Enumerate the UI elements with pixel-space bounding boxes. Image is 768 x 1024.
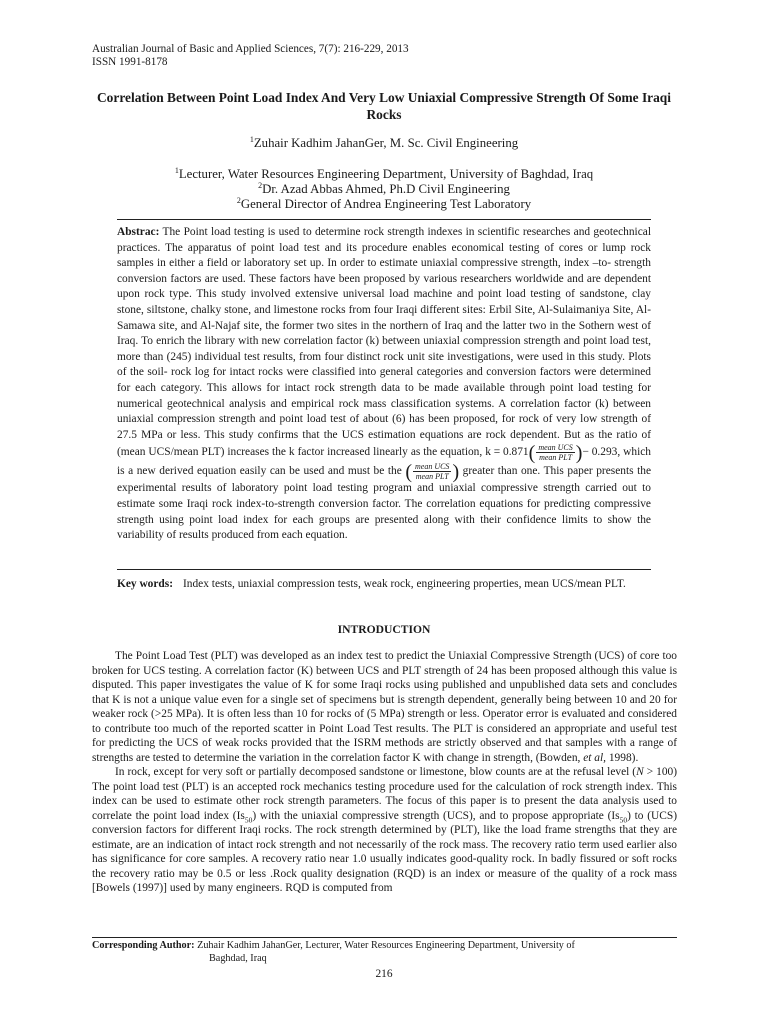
keywords-text: Index tests, uniaxial compression tests, weak rock, engineering properties, mean UCS/mean PLT.: [183, 578, 626, 590]
citation-italic: et al,: [583, 751, 607, 764]
equation-fraction: [536, 443, 574, 462]
page-number: 216: [375, 968, 393, 980]
keywords-label: Key words:: [117, 578, 173, 590]
section-heading-introduction: INTRODUCTION: [337, 623, 431, 636]
intro-paragraph-1: The Point Load Test (PLT) was developed as an index test to predict the Uniaxial Compressive Strength (UCS) of core too broken for UCS testing. A correlation factor (K) between UCS and PLT strength of 24 has been proposed although this value is disputed. This paper investigates the value of K for some Iraqi rocks using published and unpublished data sets and concludes that K is not a unique value even for a single set of specimens but is strength dependent, generally being between 10 and 20 for weaker rock (>25 MPa). It is often less than 10 for rocks of (5 MPa) strength or less. Operator error is evaluated and considered to contribute too much of the reported scatter in Point Load Test results. The PLT is considered an appropriate and useful test for predicting the UCS of weak rocks provided that the ISRM methods are strictly observed and that samples with a range of strengths are tested to determine the variation in the correlation factor K with change in strength, (Bowden, et al, 1998).: [92, 650, 677, 764]
ratio-numerator: mean UCS: [414, 462, 450, 472]
author-text: General Director of Andrea Engineering Test Laboratory: [240, 197, 532, 211]
corresponding-label: Corresponding Author:: [92, 940, 195, 951]
keywords: [117, 577, 651, 592]
journal-citation: Australian Journal of Basic and Applied Sciences, 7(7): 216-229, 2013: [92, 43, 409, 55]
equation-numerator: mean UCS: [538, 443, 573, 453]
affiliation-marker: 2: [258, 181, 263, 190]
corresponding-text: Zuhair Kadhim JahanGer, Lecturer, Water Resources Engineering Department, University of: [197, 940, 575, 951]
introduction-body: [92, 649, 677, 896]
affiliation-marker: 1: [249, 135, 254, 144]
equation-lhs: k = 0.871: [485, 446, 529, 459]
equation-denominator: mean PLT: [539, 453, 573, 463]
author-text: Dr. Azad Abbas Ahmed, Ph.D Civil Engineering: [262, 182, 510, 196]
author-line-4: [0, 196, 768, 212]
intro-paragraph-2: In rock, except for very soft or partially decomposed sandstone or limestone, blow counts are at the refusal level (N > 100) The point load test (PLT) is an accepted rock mechanics testing procedure used for the calculation of rock strength index. This index can be used to estimate other rock strength parameters. The focus of this paper is to present the data analysis used to correlate the point load index $(Is_{50})$ with the uniaxial compressive strength (UCS), and to propose appropriate $(Is_{50})$ to (UCS) conversion factors for different Iraqi rocks. The rock strength determined by (PLT), like the load frame strengths that they are estimate, are an indication of intact rock strength and not necessarily of the rock mass. The recovery ratio term used earlier also has significance for core samples. A recovery ratio near 1.0 usually indicates good-quality rock. In badly fissured or soft rocks the recovery ratio may be 0.5 or less .Rock quality designation (RQD) is an index or measure of the quality of a rock mass [Bowels (1997)] used by many engineers. RQD is computed from: [92, 766, 678, 894]
affiliation-marker: 2: [236, 196, 241, 205]
paper-title: Correlation Between Point Load Index And Very Low Uniaxial Compressive Strength Of Some Iraqi Rocks: [97, 90, 671, 122]
affiliation-marker: 1: [174, 166, 179, 175]
variable-N: N: [636, 766, 644, 778]
ratio-denominator: mean PLT: [415, 472, 449, 482]
journal-info: [92, 43, 409, 69]
abstract-top-rule: [117, 219, 651, 220]
corresponding-author: [92, 940, 677, 965]
author-text: Lecturer, Water Resources Engineering Department, University of Baghdad, Iraq: [178, 167, 594, 181]
corresponding-text-cont: Baghdad, Iraq: [209, 952, 267, 964]
ratio-fraction: [413, 462, 451, 481]
ratio-expression: ( $\frac{\text{mean UCS}}{\text{mean PLT}}$ ): [405, 460, 460, 483]
author-text: Zuhair Kadhim JahanGer, M. Sc. Civil Engineering: [253, 136, 519, 150]
abstract: [117, 225, 651, 544]
footnote-rule: [92, 937, 677, 938]
correlation-equation: k = 0.871 ( $\frac{\text{mean UCS}}{\text{mean PLT}}$ ) − 0.293,: [485, 441, 621, 464]
journal-issn: ISSN 1991-8178: [92, 56, 168, 68]
abstract-bottom-rule: [117, 569, 651, 570]
equation-rhs: − 0.293,: [582, 446, 621, 459]
abstract-label: Abstrac:: [117, 226, 160, 238]
author-line-3: [0, 181, 768, 197]
author-line-1: [0, 135, 768, 151]
abstract-text-1: The Point load testing is used to determine rock strength indexes in scientific researches and geotechnical practices. The apparatus of point load test and its procedure enables economical testing of cores or lump rock samples in either a field or laboratory set up. In order to estimate uniaxial compressive strength, index –to- strength conversion factors are used. These factors have been proposed by various researchers worldwide and are dependent upon rock type. This study involved extensive universal load machine and point load testing of sandstone, clay stone, siltstone, chalky stone, and limestone rocks from four Iraqi different sites: Erbil Site, Al-Sulaimaniya Site, Al-Samawa site, and Al-Najaf site, the former two sites in the northern of Iraq and the latter two in the Sothern west of Iraq. To enrich the library with new correlation factor (k) between uniaxial compression strength and point load test, more than (245) individual test results, from four distinct rock unit site investigations, were used in this study. Plots of the soil- rock log for intact rocks were classified into general categories and conversion factors were determined for each category. This allows for intact rock strength data to be made available through point load testing for numerical geotechnical analysis and empirical rock mass classification systems. A correlation factor (k) between uniaxial compression strength and point load test of about (6) has been proposed, for rock of very low strength of 27.5 MPa or less. This study confirms that the UCS estimation equations are rock dependent. But as the ratio of (mean UCS/mean PLT) increases the k factor increased linearly as the equation,: [117, 226, 651, 459]
abstract-text-3: greater than one. This paper presents the experimental results of laboratory point load testing program and uniaxial compressive strength carried out to estimate some Iraqi rock index-to-strength conversion factor. The correlation equations for predicting compressive strength using point load index for each groups are presented along with their confidence limits to show the variability of results produced from each equation.: [117, 465, 651, 542]
abstract-text-2: which is a new derived equation easily can be used and must be the: [117, 446, 651, 478]
author-line-2: [0, 166, 768, 182]
